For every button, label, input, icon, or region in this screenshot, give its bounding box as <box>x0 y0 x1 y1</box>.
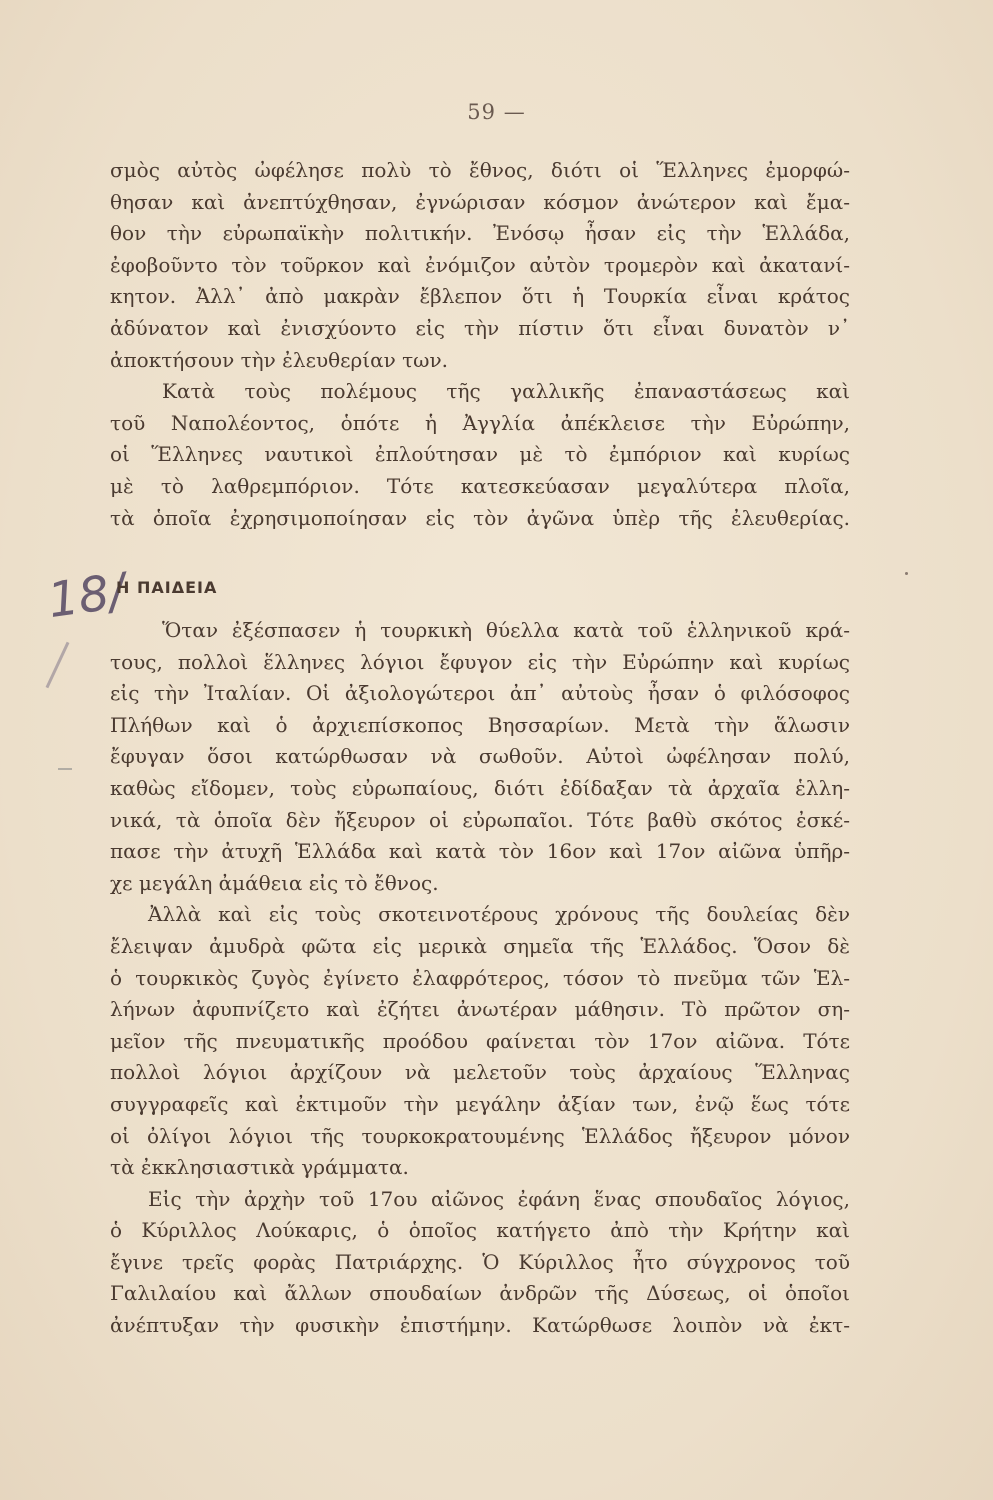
paragraph-1 <box>110 155 850 376</box>
text-line: οἱ Ἕλληνες ναυτικοὶ ἐπλούτησαν μὲ τὸ ἐμπόριον καὶ κυρίως <box>110 442 850 467</box>
text-line: συγγραφεῖς καὶ ἐκτιμοῦν τὴν μεγάλην ἀξίαν των, ἐνῷ ἕως τότε <box>110 1091 850 1116</box>
text-line: ἀνέπτυξαν τὴν φυσικὴν ἐπιστήμην. Κατώρθωσε λοιπὸν νὰ ἐκτ- <box>110 1313 850 1338</box>
text-line: Γαλιλαίου καὶ ἄλλων σπουδαίων ἀνδρῶν τῆς Δύσεως, οἱ ὁποῖοι <box>110 1281 850 1306</box>
text-line: ἔλειψαν ἀμυδρὰ φῶτα εἰς μερικὰ σημεῖα τῆς Ἑλλάδος. Ὅσον δὲ <box>110 933 850 958</box>
text-line: Εἰς τὴν ἀρχὴν τοῦ 17ου αἰῶνος ἐφάνη ἕνας σπουδαῖος λόγιος, <box>148 1186 850 1211</box>
text-line: τοῦ Ναπολέοντος, ὁπότε ἡ Ἀγγλία ἀπέκλεισε τὴν Εὐρώπην, <box>110 410 850 435</box>
text-line: οἱ ὀλίγοι λόγιοι τῆς τουρκοκρατουμένης Ἑλλάδος ἤξευρον μόνον <box>110 1123 850 1148</box>
text-line: νικά, τὰ ὁποῖα δὲν ἤξευρον οἱ εὐρωπαῖοι. Τότε βαθὺ σκότος ἐσκέ- <box>110 807 850 832</box>
text-line: καθὼς εἴδομεν, τοὺς εὐρωπαίους, διότι ἐδίδαξαν τὰ ἀρχαῖα ἑλλη- <box>110 775 850 800</box>
text-line: πολλοὶ λόγιοι ἀρχίζουν νὰ μελετοῦν τοὺς ἀρχαίους Ἕλληνας <box>110 1060 850 1085</box>
paragraph-5 <box>110 1184 850 1342</box>
text-line: ἔφυγαν ὅσοι κατώρθωσαν νὰ σωθοῦν. Αὐτοὶ ὠφέλησαν πολύ, <box>110 744 850 769</box>
text-line: Ὅταν ἐξέσπασεν ἡ τουρκικὴ θύελλα κατὰ τοῦ ἑλληνικοῦ κρά- <box>162 618 850 642</box>
pencil-dash <box>58 768 72 770</box>
text-line: ἔγινε τρεῖς φορὰς Πατριάρχης. Ὁ Κύριλλος ἦτο σύγχρονος τοῦ <box>110 1249 850 1274</box>
text-line: κητον. Ἀλλ᾽ ἀπὸ μακρὰν ἔβλεπον ὅτι ἡ Τουρκία εἶναι κράτος <box>110 284 850 309</box>
text-line: μεῖον τῆς πνευματικῆς προόδου φαίνεται τὸν 17ον αἰῶνα. Τότε <box>110 1028 850 1053</box>
text-line: χε μεγάλη ἀμάθεια εἰς τὸ ἔθνος. <box>110 870 439 895</box>
text-line: ὁ Κύριλλος Λούκαρις, ὁ ὁποῖος κατήγετο ἀπὸ τὴν Κρήτην καὶ <box>110 1218 850 1243</box>
text-line: εἰς τὴν Ἰταλίαν. Οἱ ἀξιολογώτεροι ἀπ᾽ αὐτοὺς ἦσαν ὁ φιλόσοφος <box>110 681 850 706</box>
paragraph-4 <box>110 899 850 1183</box>
text-line: τὰ ἐκκλησιαστικὰ γράμματα. <box>110 1155 409 1180</box>
text-line: ἐφοβοῦντο τὸν τοῦρκον καὶ ἐνόμιζον αὐτὸν τρομερὸν καὶ ἀκατανί- <box>110 252 850 277</box>
text-line: μὲ τὸ λαθρεμπόριον. Τότε κατεσκεύασαν μεγαλύτερα πλοῖα, <box>110 473 850 498</box>
text-line: Πλήθων καὶ ὁ ἀρχιεπίσκοπος Βησσαρίων. Μετὰ τὴν ἅλωσιν <box>110 712 850 737</box>
text-line: θησαν καὶ ἀνεπτύχθησαν, ἐγνώρισαν κόσμον ἀνώτερον καὶ ἔμα- <box>110 189 850 214</box>
text-line: τὰ ὁποῖα ἐχρησιμοποίησαν εἰς τὸν ἀγῶνα ὑπὲρ τῆς ἐλευθερίας. <box>110 505 850 530</box>
pencil-stroke <box>46 642 70 689</box>
text-line: λήνων ἀφυπνίζετο καὶ ἐζήτει ἀνωτέραν μάθησιν. Τὸ πρῶτον ση- <box>110 997 850 1022</box>
text-line: Κατὰ τοὺς πολέμους τῆς γαλλικῆς ἐπαναστάσεως καὶ <box>162 379 850 404</box>
text-line: σμὸς αὐτὸς ὠφέλησε πολὺ τὸ ἔθνος, διότι οἱ Ἕλληνες ἐμορφώ- <box>110 158 850 182</box>
text-line: τους, πολλοὶ ἕλληνες λόγιοι ἔφυγον εἰς τὴν Εὐρώπην καὶ κυρίως <box>110 649 850 674</box>
text-line: πασε τὴν ἀτυχῆ Ἑλλάδα καὶ κατὰ τὸν 16ον καὶ 17ον αἰῶνα ὑπῆρ- <box>110 839 850 864</box>
text-line: ἀδύνατον καὶ ἐνισχύοντο εἰς τὴν πίστιν ὅτι εἶναι δυνατὸν ν᾽ <box>110 315 850 340</box>
text-line: θον τὴν εὐρωπαϊκὴν πολιτικήν. Ἐνόσῳ ἦσαν εἰς τὴν Ἑλλάδα, <box>110 221 850 246</box>
section-heading: Η ΠΑΙΔΕΙΑ <box>116 578 218 597</box>
paragraph-2 <box>110 376 850 534</box>
page-number: 59 — <box>467 100 526 124</box>
text-line: ἀποκτήσουν τὴν ἐλευθερίαν των. <box>110 347 449 372</box>
text-line: Ἀλλὰ καὶ εἰς τοὺς σκοτεινοτέρους χρόνους τῆς δουλείας δὲν <box>148 902 850 927</box>
ink-speck <box>905 572 908 575</box>
text-block-upper <box>110 155 850 534</box>
text-block-lower <box>110 615 850 1342</box>
paragraph-3 <box>110 615 850 899</box>
handwritten-margin-note: 18/ <box>44 562 129 630</box>
text-line: ὁ τουρκικὸς ζυγὸς ἐγίνετο ἐλαφρότερος, τόσον τὸ πνεῦμα τῶν Ἑλ- <box>110 965 850 990</box>
